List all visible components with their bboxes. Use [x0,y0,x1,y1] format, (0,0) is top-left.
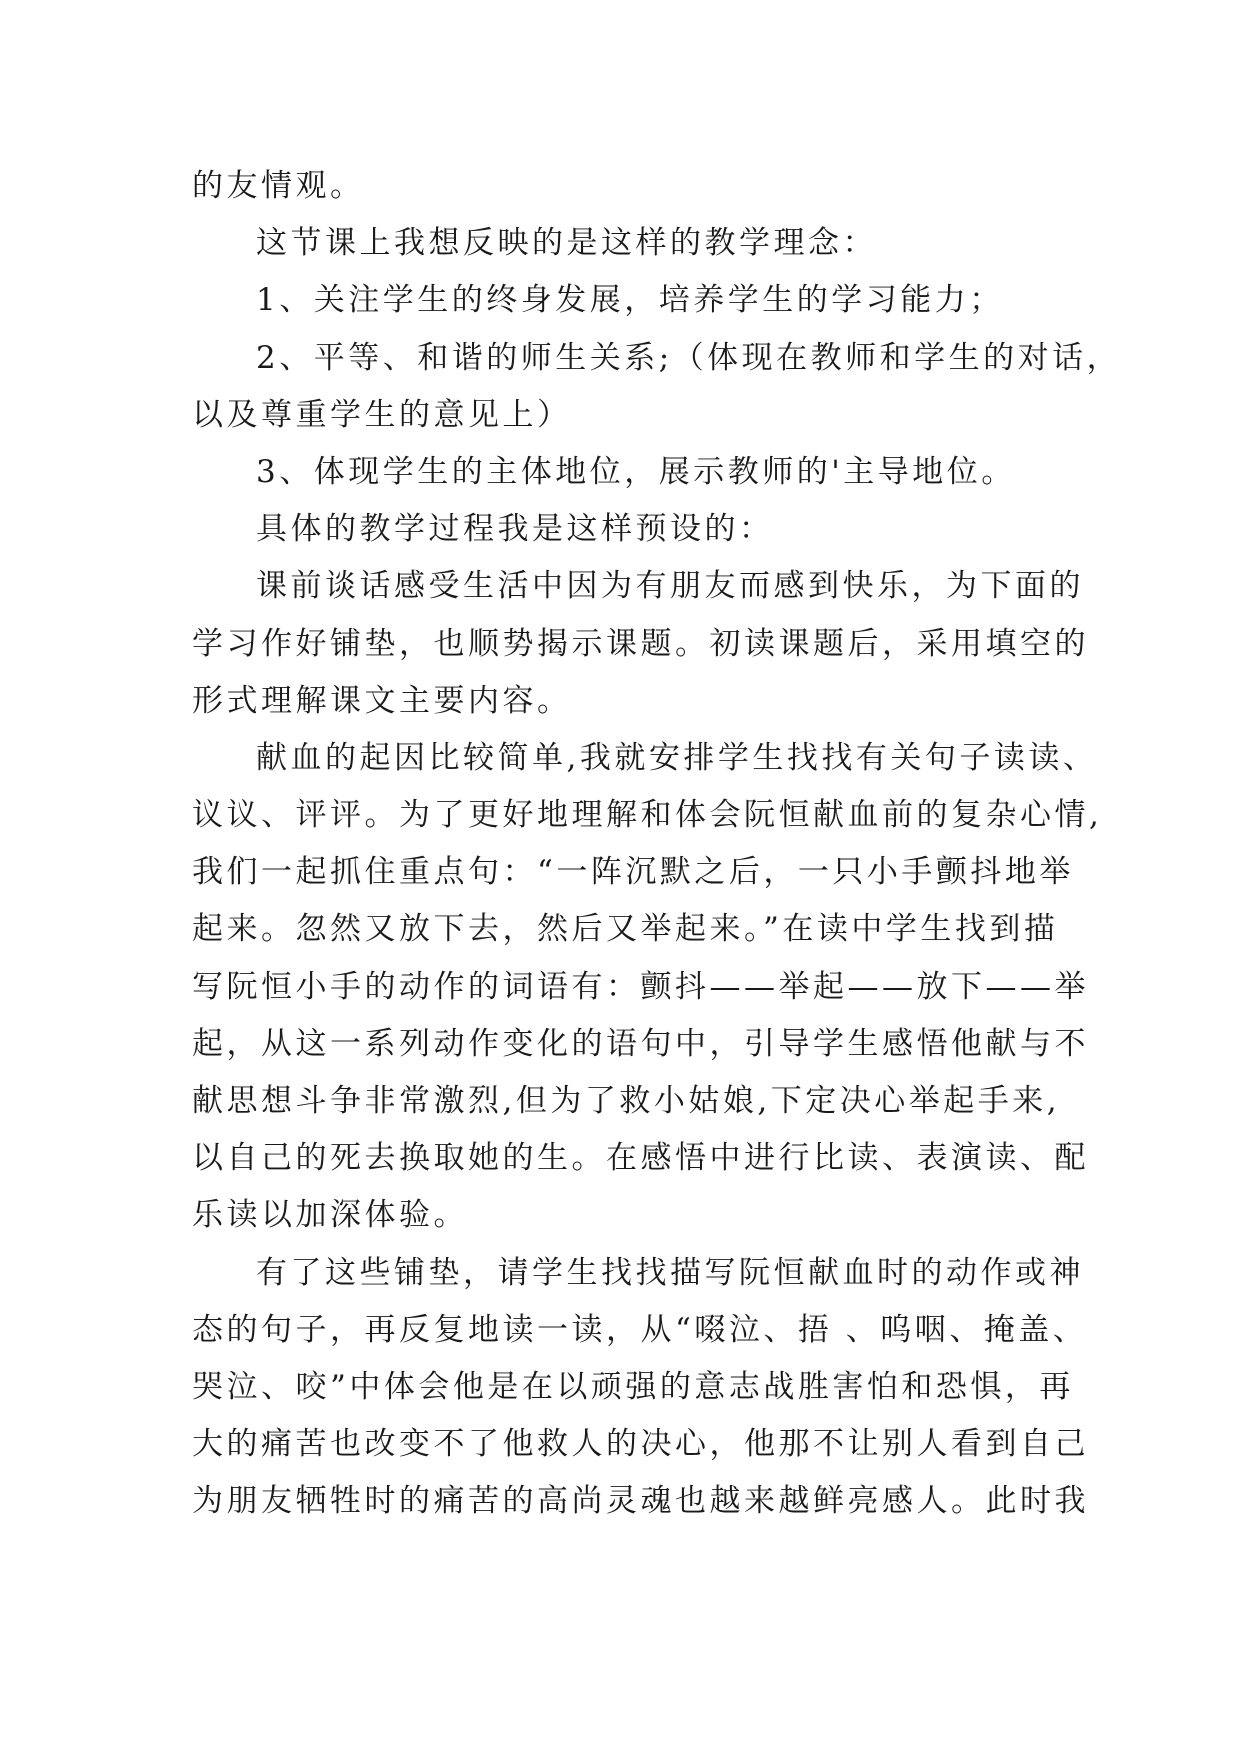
text-line: 为朋友牺牲时的痛苦的高尚灵魂也越来越鲜亮感人。此时我 [192,1483,1089,1520]
text-line: 乐读以加深体验。 [192,1197,468,1234]
text-line: 有了这些铺垫，请学生找找描写阮恒献血时的动作或神 [256,1254,1084,1291]
text-line: 的友情观。 [192,168,365,204]
text-line: 课前谈话感受生活中因为有朋友而感到快乐，为下面的 [256,568,1084,605]
document-body [192,158,1122,1531]
text-line: 这节课上我想反映的是这样的教学理念： [256,225,877,262]
text-line: 议议、评评。为了更好地理解和体会阮恒献血前的复杂心情, [192,797,1103,834]
text-line: 形式理解课文主要内容。 [192,682,572,719]
text-line: 起来。忽然又放下去，然后又举起来。”在读中学生找到描 [192,911,1059,948]
text-line: 献思想斗争非常激烈,但为了救小姑娘,下定决心举起手来, [192,1083,1061,1119]
text-line: 写阮恒小手的动作的词语有：颤抖——举起——放下——举 [192,968,1089,1005]
text-line: 起，从这一系列动作变化的语句中，引导学生感悟他献与不 [192,1025,1089,1062]
text-line: 献血的起因比较简单,我就安排学生找找有关句子读读、 [256,739,1098,776]
text-line: 以及尊重学生的意见上） [192,396,572,433]
text-line: 以自己的死去换取她的生。在感悟中进行比读、表演读、配 [192,1140,1089,1177]
text-line: 具体的教学过程我是这样预设的： [256,511,774,548]
text-line: 态的句子，再反复地读一读，从“啜泣、捂 、呜咽、掩盖、 [192,1311,1088,1348]
text-line: 哭泣、咬”中体会他是在以顽强的意志战胜害怕和恐惧，再 [192,1368,1074,1405]
text-line: 大的痛苦也改变不了他救人的决心，他那不让别人看到自己 [192,1426,1089,1463]
text-line: 我们一起抓住重点句：“一阵沉默之后，一只小手颤抖地举 [192,854,1074,891]
text-line: 学习作好铺垫，也顺势揭示课题。初读课题后，采用填空的 [192,625,1089,662]
text-line: 3、体现学生的主体地位，展示教师的'主导地位。 [256,453,1016,490]
text-line: 1、关注学生的终身发展，培养学生的学习能力； [256,282,1004,319]
text-line: 2、平等、和谐的师生关系;（体现在教师和学生的对话， [256,339,1122,376]
